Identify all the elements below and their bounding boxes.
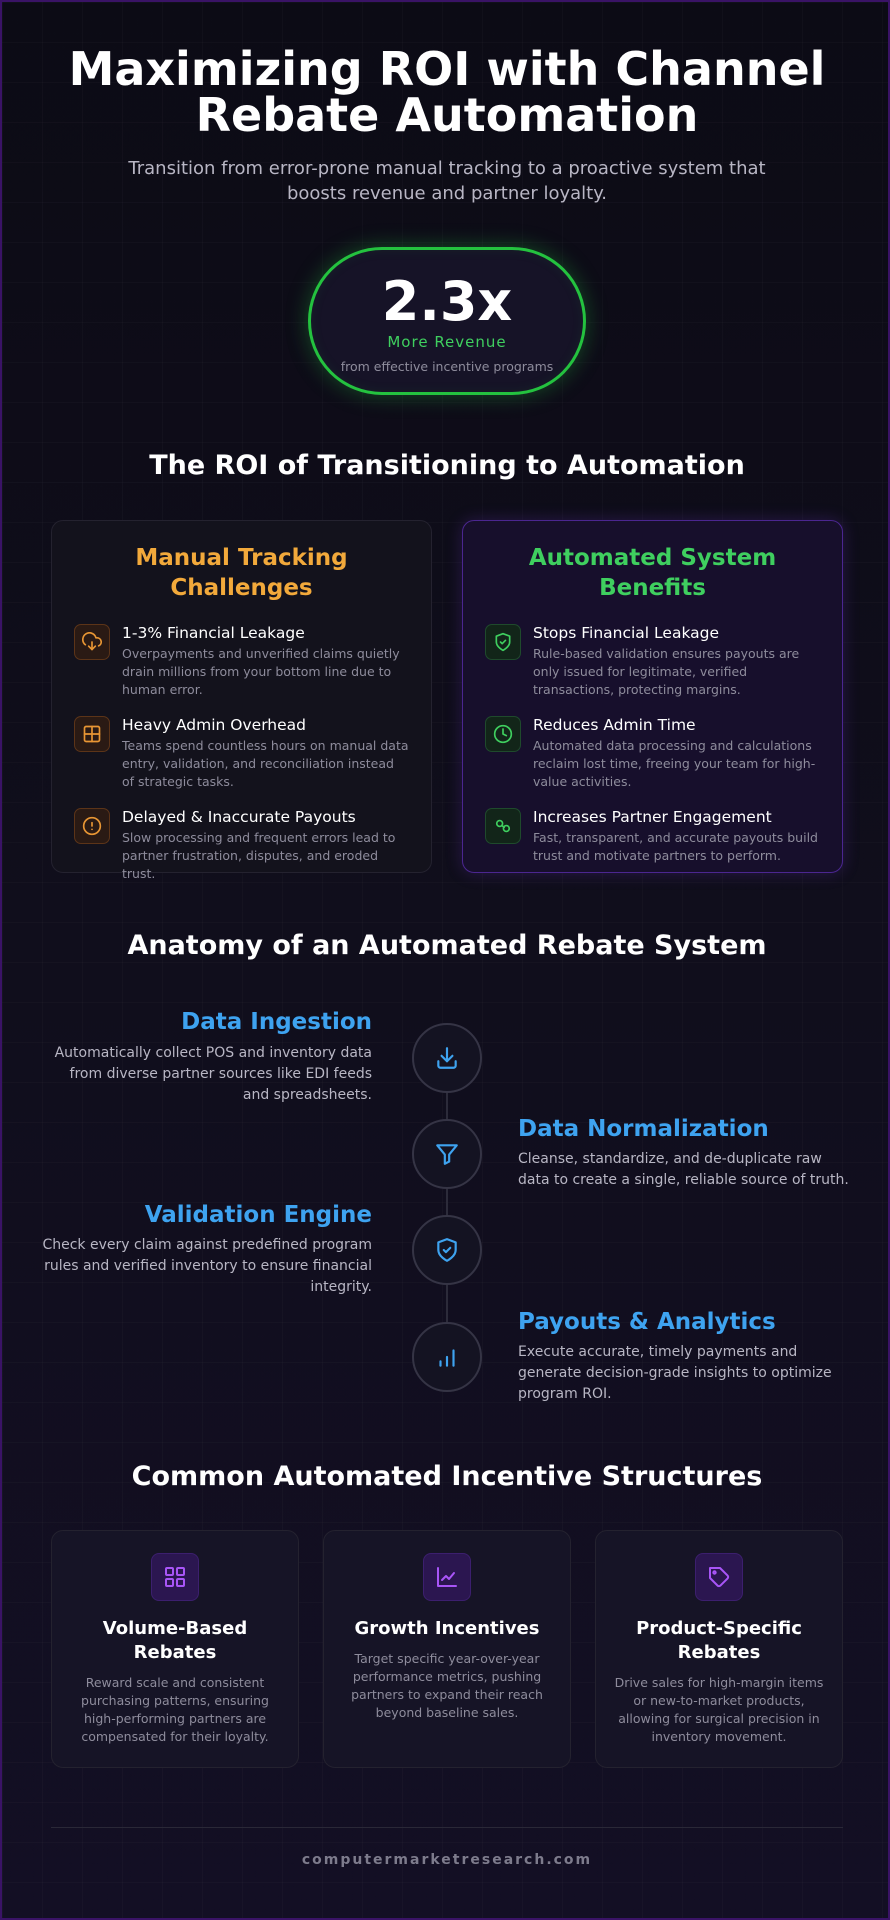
auto-item-title: Stops Financial Leakage bbox=[533, 624, 720, 642]
revenue-stat-badge bbox=[308, 247, 586, 395]
page-subtitle: Transition from error-prone manual tracking to a proactive system that boosts revenue and partner loyalty. bbox=[128, 158, 766, 204]
manual-item-desc: Teams spend countless hours on manual data entry, validation, and reconciliation instead of strategic tasks. bbox=[122, 738, 409, 789]
auto-item-title: Reduces Admin Time bbox=[533, 716, 696, 734]
link-icon bbox=[485, 808, 521, 844]
manual-card-title: Manual Tracking Challenges bbox=[135, 545, 348, 601]
timeline-line bbox=[446, 1057, 448, 1357]
incentive-card-growth bbox=[323, 1530, 571, 1768]
download-icon bbox=[412, 1023, 482, 1093]
automated-benefits-card bbox=[462, 520, 843, 873]
auto-item-desc: Rule-based validation ensures payouts are only issued for legitimate, verified transactions, protecting margins. bbox=[533, 646, 800, 697]
auto-item-desc: Fast, transparent, and accurate payouts build trust and motivate partners to perform. bbox=[533, 830, 818, 863]
tag-icon bbox=[695, 1553, 743, 1601]
manual-item-desc: Slow processing and frequent errors lead to partner frustration, disputes, and eroded trust. bbox=[122, 830, 396, 881]
incentive-desc: Target specific year-over-year performance metrics, pushing partners to expand their reach beyond baseline sales. bbox=[351, 1651, 543, 1720]
grid-table-icon bbox=[74, 716, 110, 752]
shield-check-icon bbox=[412, 1215, 482, 1285]
footer-divider bbox=[51, 1827, 843, 1828]
incentive-title: Growth Incentives bbox=[354, 1618, 540, 1639]
incentive-card-volume bbox=[51, 1530, 299, 1768]
auto-item bbox=[485, 623, 820, 699]
manual-item bbox=[74, 807, 409, 883]
step-title-data-ingestion: Data Ingestion bbox=[181, 1009, 372, 1035]
roi-section-heading: The ROI of Transitioning to Automation bbox=[149, 450, 745, 481]
incentives-section-heading: Common Automated Incentive Structures bbox=[131, 1461, 763, 1492]
line-chart-icon bbox=[423, 1553, 471, 1601]
stat-value: 2.3x bbox=[381, 270, 513, 333]
auto-item-desc: Automated data processing and calculations reclaim lost time, freeing your team for high-value activities. bbox=[533, 738, 816, 789]
auto-item bbox=[485, 715, 820, 791]
manual-item-title: Delayed & Inaccurate Payouts bbox=[122, 808, 356, 826]
stat-label: More Revenue bbox=[387, 333, 507, 351]
manual-item bbox=[74, 715, 409, 791]
manual-item-title: 1-3% Financial Leakage bbox=[122, 624, 305, 642]
step-desc-payouts-analytics: Execute accurate, timely payments and generate decision-grade insights to optimize program ROI. bbox=[518, 1344, 832, 1402]
manual-item-title: Heavy Admin Overhead bbox=[122, 716, 306, 734]
step-title-validation-engine: Validation Engine bbox=[144, 1202, 372, 1228]
anatomy-section-heading: Anatomy of an Automated Rebate System bbox=[127, 930, 767, 961]
incentive-desc: Drive sales for high-margin items or new-to-market products, allowing for surgical precision in inventory movement. bbox=[614, 1675, 824, 1744]
page-title-line-2: Rebate Automation bbox=[195, 88, 699, 142]
manual-item bbox=[74, 623, 409, 699]
incentive-card-product bbox=[595, 1530, 843, 1768]
manual-item-desc: Overpayments and unverified claims quietly drain millions from your bottom line due to human error. bbox=[122, 646, 400, 697]
grid-icon bbox=[151, 1553, 199, 1601]
auto-card-title: Automated System Benefits bbox=[528, 545, 777, 601]
filter-icon bbox=[412, 1119, 482, 1189]
stat-sublabel: from effective incentive programs bbox=[340, 359, 554, 374]
cloud-download-icon bbox=[74, 624, 110, 660]
shield-check-icon bbox=[485, 624, 521, 660]
page-title-line-1: Maximizing ROI with Channel bbox=[68, 42, 826, 96]
auto-item-title: Increases Partner Engagement bbox=[533, 808, 772, 826]
incentive-title: Product-Specific Rebates bbox=[636, 1618, 802, 1663]
step-title-payouts-analytics: Payouts & Analytics bbox=[518, 1309, 776, 1335]
auto-item bbox=[485, 807, 820, 865]
incentive-desc: Reward scale and consistent purchasing patterns, ensuring high-performing partners are compensated for their loyalty. bbox=[81, 1675, 269, 1744]
alert-circle-icon bbox=[74, 808, 110, 844]
step-desc-data-normalization: Cleanse, standardize, and de-duplicate raw data to create a single, reliable source of truth. bbox=[518, 1151, 849, 1188]
step-desc-validation-engine: Check every claim against predefined program rules and verified inventory to ensure financial integrity. bbox=[42, 1237, 372, 1295]
bar-chart-icon bbox=[412, 1322, 482, 1392]
incentive-title: Volume-Based Rebates bbox=[102, 1618, 248, 1663]
page-title bbox=[2, 42, 890, 142]
clock-icon bbox=[485, 716, 521, 752]
step-desc-data-ingestion: Automatically collect POS and inventory data from diverse partner sources like EDI feeds and spreadsheets. bbox=[54, 1045, 372, 1103]
footer-source: computermarketresearch.com bbox=[301, 1852, 593, 1868]
step-title-data-normalization: Data Normalization bbox=[518, 1116, 769, 1142]
manual-challenges-card bbox=[51, 520, 432, 881]
